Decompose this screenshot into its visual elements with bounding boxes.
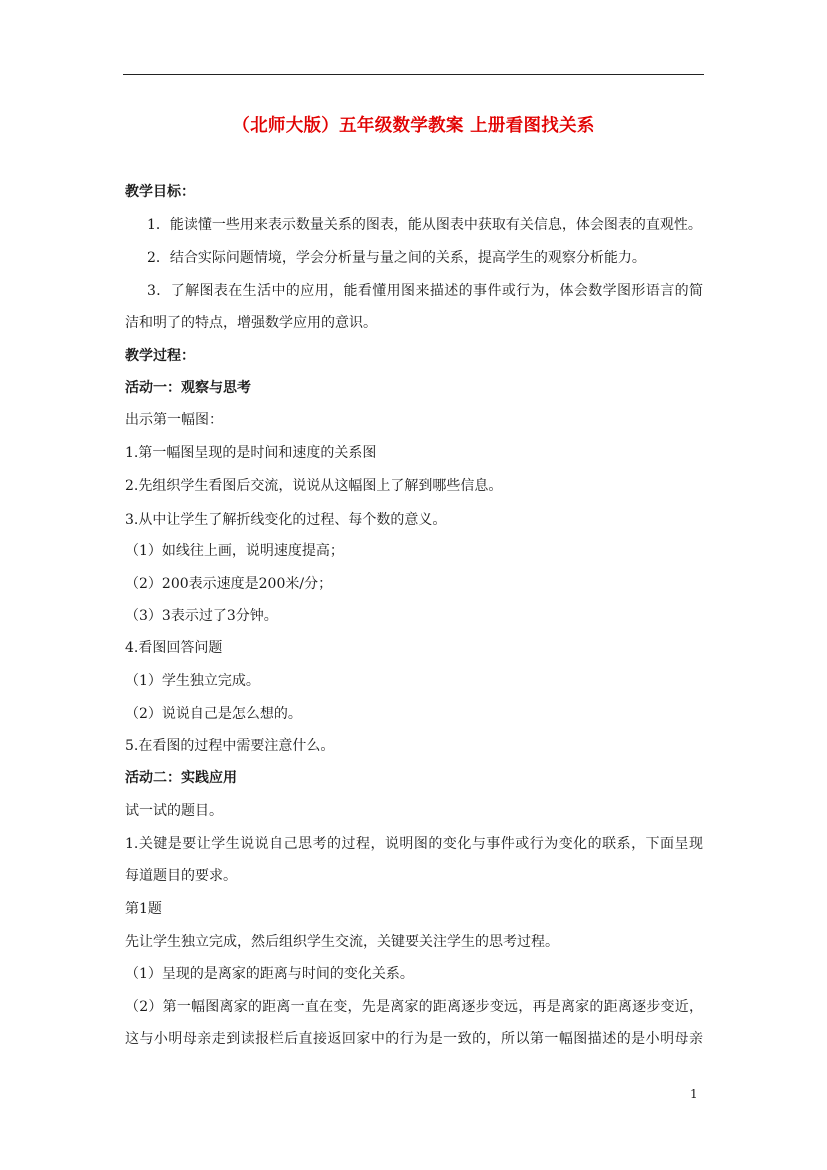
section-heading-goals: 教学目标： bbox=[125, 184, 195, 200]
goal-1: 1．能读懂一些用来表示数量关系的图表，能从图表中获取有关信息，体会图表的直观性。 bbox=[147, 217, 702, 233]
paragraph-line: 2.先组织学生看图后交流，说说从这幅图上了解到哪些信息。 bbox=[125, 478, 503, 494]
paragraph-line: 4.看图回答问题 bbox=[125, 640, 223, 656]
paragraph-line: （2）第一幅图离家的距离一直在变，先是离家的距离逐步变远，再是离家的距离逐步变近， bbox=[125, 999, 703, 1015]
paragraph-line: 每道题目的要求。 bbox=[125, 868, 237, 884]
goal-3-continued: 洁和明了的特点，增强数学应用的意识。 bbox=[125, 315, 377, 331]
paragraph-line: （2）200表示速度是200米/分； bbox=[125, 576, 333, 592]
goal-2: 2．结合实际问题情境，学会分析量与量之间的关系，提高学生的观察分析能力。 bbox=[147, 250, 646, 266]
paragraph-line: 3.从中让学生了解折线变化的过程、每个数的意义。 bbox=[125, 512, 447, 528]
paragraph-line: （1）如线往上画，说明速度提高； bbox=[125, 543, 344, 559]
paragraph-line: 这与小明母亲走到读报栏后直接返回家中的行为是一致的，所以第一幅图描述的是小明母亲 bbox=[125, 1031, 703, 1047]
paragraph-line: （1）学生独立完成。 bbox=[125, 673, 260, 689]
page-number: 1 bbox=[690, 1087, 698, 1101]
paragraph-line: （1）呈现的是离家的距离与时间的变化关系。 bbox=[125, 966, 414, 982]
paragraph-line: （2）说说自己是怎么想的。 bbox=[125, 706, 302, 722]
paragraph-line: 1.第一幅图呈现的是时间和速度的关系图 bbox=[125, 445, 377, 461]
paragraph-line: 5.在看图的过程中需要注意什么。 bbox=[125, 738, 335, 754]
paragraph-line: 第1题 bbox=[125, 901, 162, 917]
paragraph-line: （3）3表示过了3分钟。 bbox=[125, 608, 278, 624]
section-heading-process: 教学过程： bbox=[125, 348, 195, 364]
paragraph-line: 1.关键是要让学生说说自己思考的过程，说明图的变化与事件或行为变化的联系，下面呈现 bbox=[125, 836, 703, 852]
paragraph-line: 试一试的题目。 bbox=[125, 803, 223, 819]
paragraph-line: 先让学生独立完成，然后组织学生交流，关键要关注学生的思考过程。 bbox=[125, 934, 559, 950]
header-rule bbox=[123, 74, 704, 75]
goal-3: 3．了解图表在生活中的应用，能看懂用图来描述的事件或行为，体会数学图形语言的简 bbox=[147, 283, 703, 299]
document-title: （北师大版）五年级数学教案 上册看图找关系 bbox=[232, 116, 595, 136]
activity-2-heading: 活动二：实践应用 bbox=[125, 770, 237, 786]
paragraph-line: 出示第一幅图： bbox=[125, 412, 223, 428]
activity-1-heading: 活动一：观察与思考 bbox=[125, 380, 251, 396]
